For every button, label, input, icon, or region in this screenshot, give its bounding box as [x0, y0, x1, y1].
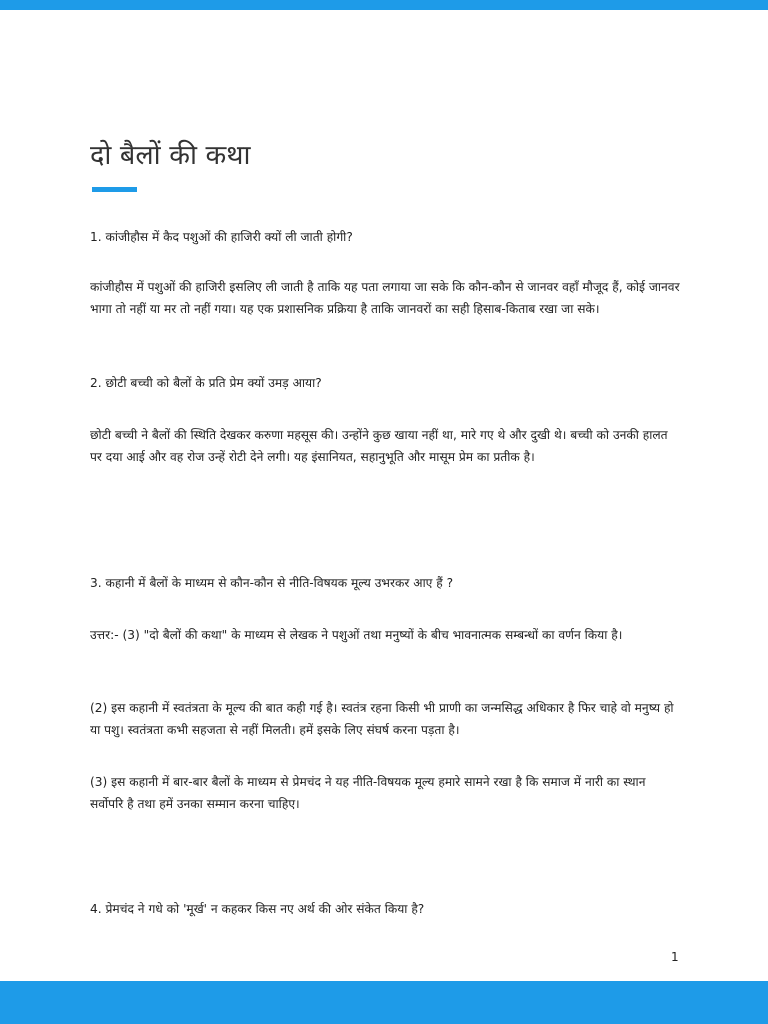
answer-3-part-3: (3) इस कहानी में बार-बार बैलों के माध्यम से प्रेमचंद ने यह नीति-विषयक मूल्य हमारे सामने रखा है कि समाज में नारी का स्थान सर्वोपरि है तथा हमें उनका सम्मान करना चाहिए। [90, 775, 646, 811]
question-3: 3. कहानी में बैलों के माध्यम से कौन-कौन से नीति-विषयक मूल्य उभरकर आए हैं ? [90, 576, 454, 590]
top-accent-bar [0, 0, 768, 10]
answer-2: छोटी बच्ची ने बैलों की स्थिति देखकर करुणा महसूस की। उन्होंने कुछ खाया नहीं था, मारे गए थे और दुखी थे। बच्ची को उनकी हालत पर दया आई और वह रोज उन्हें रोटी देने लगी। यह इंसानियत, सहानुभूति और मासूम प्रेम का प्रतीक है। [90, 428, 668, 464]
answer-3-part-2: (2) इस कहानी में स्वतंत्रता के मूल्य की बात कही गई है। स्वतंत्र रहना किसी भी प्राणी का जन्मसिद्ध अधिकार है फिर चाहे वो मनुष्य हो या पशु। स्वतंत्रता कभी सहजता से नहीं मिलती। हमें इसके लिए संघर्ष करना पड़ता है। [90, 701, 674, 737]
question-1: 1. कांजीहौस में कैद पशुओं की हाजिरी क्यों ली जाती होगी? [90, 230, 353, 244]
page-number: 1 [671, 950, 679, 964]
answer-1: कांजीहौस में पशुओं की हाजिरी इसलिए ली जाती है ताकि यह पता लगाया जा सके कि कौन-कौन से जानवर वहाँ मौजूद हैं, कोई जानवर भागा तो नहीं या मर तो नहीं गया। यह एक प्रशासनिक प्रक्रिया है ताकि जानवरों का सही हिसाब-किताब रखा जा सके। [90, 280, 680, 316]
bottom-accent-bar [0, 981, 768, 1024]
title-underline [92, 187, 137, 192]
page-title: दो बैलों की कथा [90, 140, 251, 171]
question-4: 4. प्रेमचंद ने गधे को 'मूर्ख' न कहकर किस नए अर्थ की ओर संकेत किया है? [90, 902, 425, 916]
question-2: 2. छोटी बच्ची को बैलों के प्रति प्रेम क्यों उमड़ आया? [90, 376, 322, 390]
answer-3-part-1: उत्तर:- (3) "दो बैलों की कथा" के माध्यम से लेखक ने पशुओं तथा मनुष्यों के बीच भावनात्मक सम्बन्धों का वर्णन किया है। [90, 628, 623, 642]
